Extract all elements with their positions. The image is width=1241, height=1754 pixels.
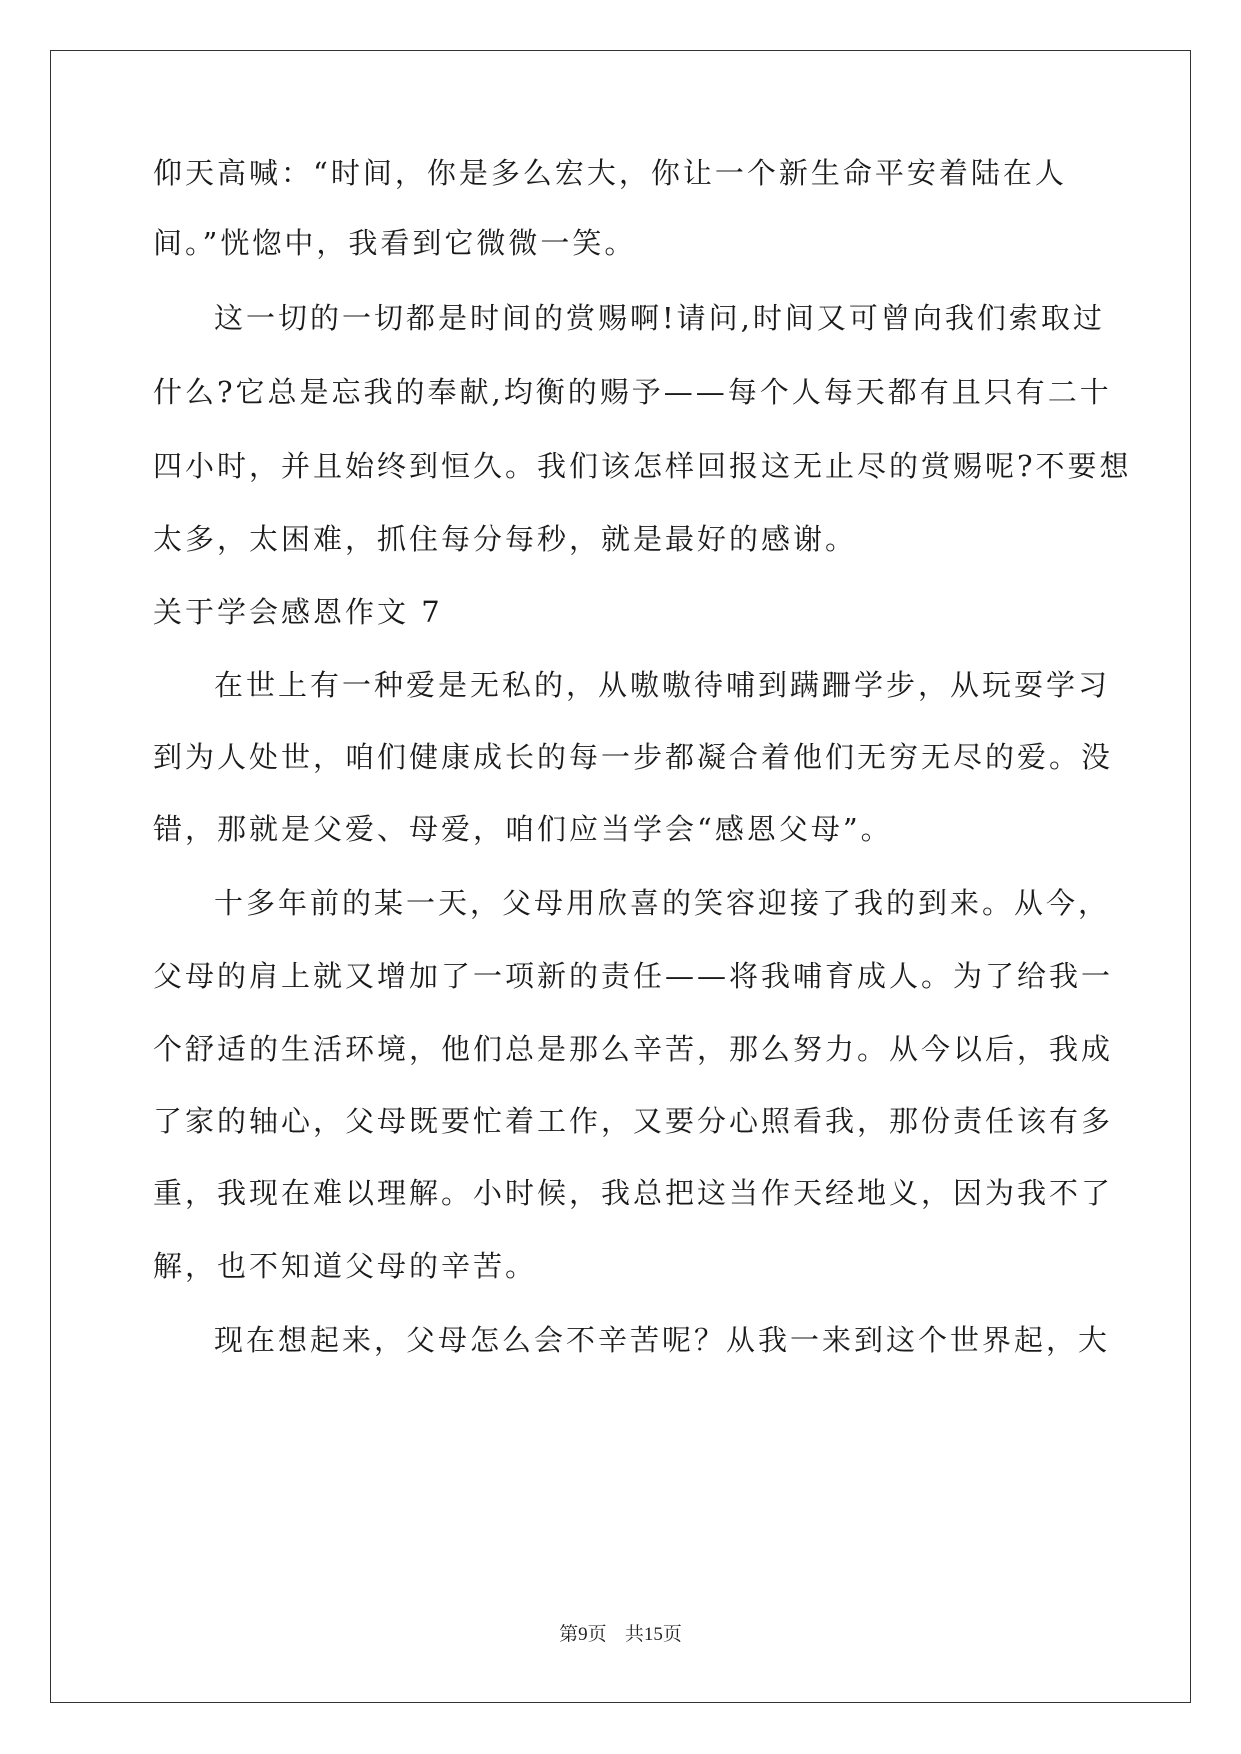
footer-page-prefix: 第 <box>559 1623 579 1645</box>
text-line-5: 四小时，并且始终到恒久。我们该怎样回报这无止尽的赏赐呢?不要想 <box>153 449 1132 483</box>
text-line-6: 太多，太困难，抓住每分每秒，就是最好的感谢。 <box>153 522 858 556</box>
text-line-3: 这一切的一切都是时间的赏赐啊!请问,时间又可曾向我们索取过 <box>214 301 1105 335</box>
text-line-12: 父母的肩上就又增加了一项新的责任——将我哺育成人。为了给我一 <box>153 959 1114 993</box>
footer-total-prefix: 共 <box>624 1623 644 1645</box>
footer-total-suffix: 页 <box>662 1623 682 1645</box>
text-line-16: 解，也不知道父母的辛苦。 <box>153 1249 538 1283</box>
footer-page-number: 9 <box>578 1624 588 1645</box>
text-line-9: 到为人处世，咱们健康成长的每一步都凝合着他们无穷无尽的爱。没 <box>153 740 1114 774</box>
text-line-17: 现在想起来，父母怎么会不辛苦呢？从我一来到这个世界起，大 <box>214 1323 1111 1357</box>
page-footer <box>0 1622 1241 1647</box>
text-line-8: 在世上有一种爱是无私的，从嗷嗷待哺到蹒跚学步，从玩耍学习 <box>214 668 1111 702</box>
text-line-2: 间。”恍惚中，我看到它微微一笑。 <box>153 226 637 260</box>
text-line-13: 个舒适的生活环境，他们总是那么辛苦，那么努力。从今以后，我成 <box>153 1032 1114 1066</box>
text-line-4: 什么?它总是忘我的奉献,均衡的赐予——每个人每天都有且只有二十 <box>153 375 1112 409</box>
text-line-1: 仰天高喊：“时间，你是多么宏大，你让一个新生命平安着陆在人 <box>153 156 1067 190</box>
text-line-10: 错，那就是父爱、母爱，咱们应当学会“感恩父母”。 <box>153 812 893 846</box>
text-line-11: 十多年前的某一天，父母用欣喜的笑容迎接了我的到来。从今， <box>214 886 1111 920</box>
footer-page-suffix: 页 <box>587 1623 607 1645</box>
text-line-14: 了家的轴心，父母既要忙着工作，又要分心照看我，那份责任该有多 <box>153 1104 1114 1138</box>
text-line-15: 重，我现在难以理解。小时候，我总把这当作天经地义，因为我不了 <box>153 1176 1114 1210</box>
section-heading: 关于学会感恩作文 7 <box>153 595 443 629</box>
footer-total-number: 15 <box>643 1624 663 1645</box>
